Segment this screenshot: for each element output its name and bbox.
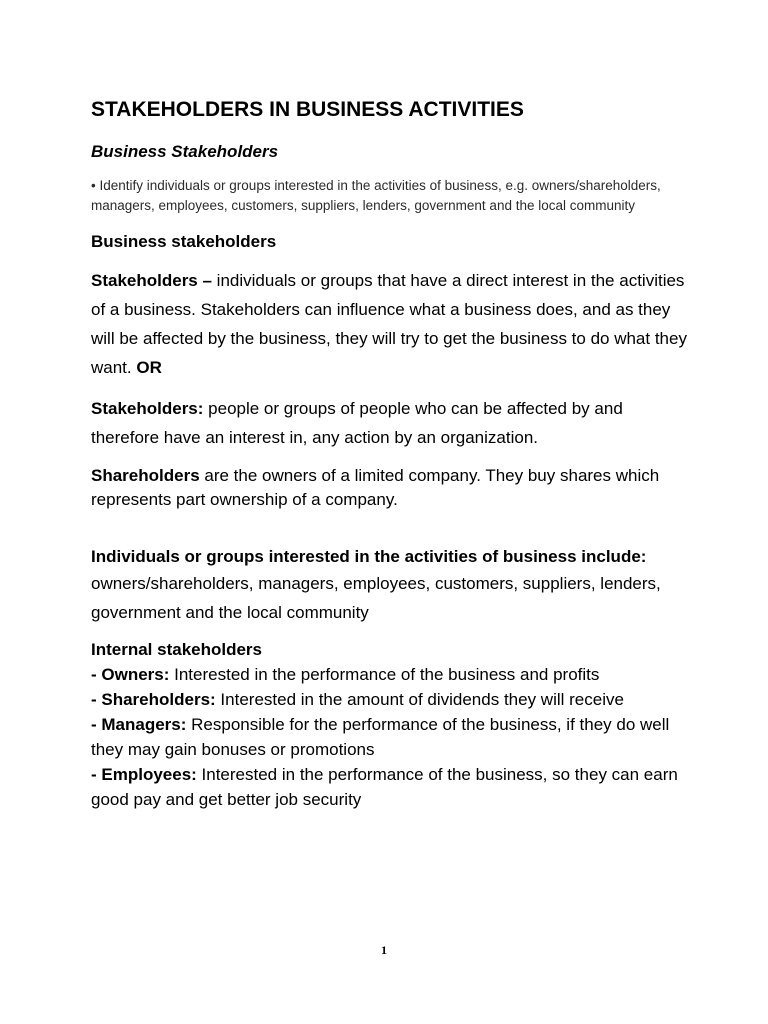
list-item [91, 687, 691, 712]
definition-term: Stakeholders: [91, 399, 204, 418]
document-title: STAKEHOLDERS IN BUSINESS ACTIVITIES [91, 98, 524, 121]
document-subtitle: Business Stakeholders [91, 142, 279, 161]
list-item-term: - Shareholders: [91, 690, 216, 709]
list-item-term: - Managers: [91, 715, 187, 734]
list-item [91, 712, 691, 762]
definition-or: OR [136, 358, 162, 377]
section-heading: Business stakeholders [91, 232, 277, 251]
list-item-text: Interested in the performance of the business and profits [169, 665, 600, 684]
definition-text: individuals or groups that have a direct interest in the activities of a business. Stakeholders can influence what a business does, and as they will be affected by the business, they will try to get the business to do what they want. [91, 271, 687, 377]
list-item [91, 762, 691, 812]
internal-stakeholders-section [91, 637, 691, 812]
groups-text: owners/shareholders, managers, employees, customers, suppliers, lenders, government and the local community [91, 574, 661, 622]
definition-text: are the owners of a limited company. They buy shares which represents part ownership of a company. [91, 466, 660, 509]
list-item-text: Responsible for the performance of the business, if they do well they may gain bonuses or promotions [91, 715, 670, 759]
internal-stakeholders-heading: Internal stakeholders [91, 640, 263, 659]
groups-section [91, 544, 691, 627]
definition-term: Shareholders [91, 466, 200, 485]
list-item [91, 662, 691, 687]
list-item-text: Interested in the amount of dividends they will receive [215, 690, 624, 709]
page-number: 1 [381, 943, 387, 957]
groups-heading: Individuals or groups interested in the activities of business include: [91, 547, 647, 566]
definition-stakeholders-2 [91, 394, 691, 452]
page-content [91, 96, 691, 812]
learning-objective: • Identify individuals or groups interested in the activities of business, e.g. owners/shareholders, managers, employees, customers, suppliers, lenders, government and the local community [91, 178, 661, 213]
list-item-term: - Employees: [91, 765, 197, 784]
definition-text: people or groups of people who can be affected by and therefore have an interest in, any action by an organization. [91, 399, 623, 447]
list-item-text: Interested in the performance of the business, so they can earn good pay and get better job security [91, 765, 678, 809]
list-item-term: - Owners: [91, 665, 170, 684]
definition-shareholders [91, 464, 691, 512]
definition-term: Stakeholders – [91, 271, 212, 290]
definition-stakeholders-1 [91, 266, 691, 382]
